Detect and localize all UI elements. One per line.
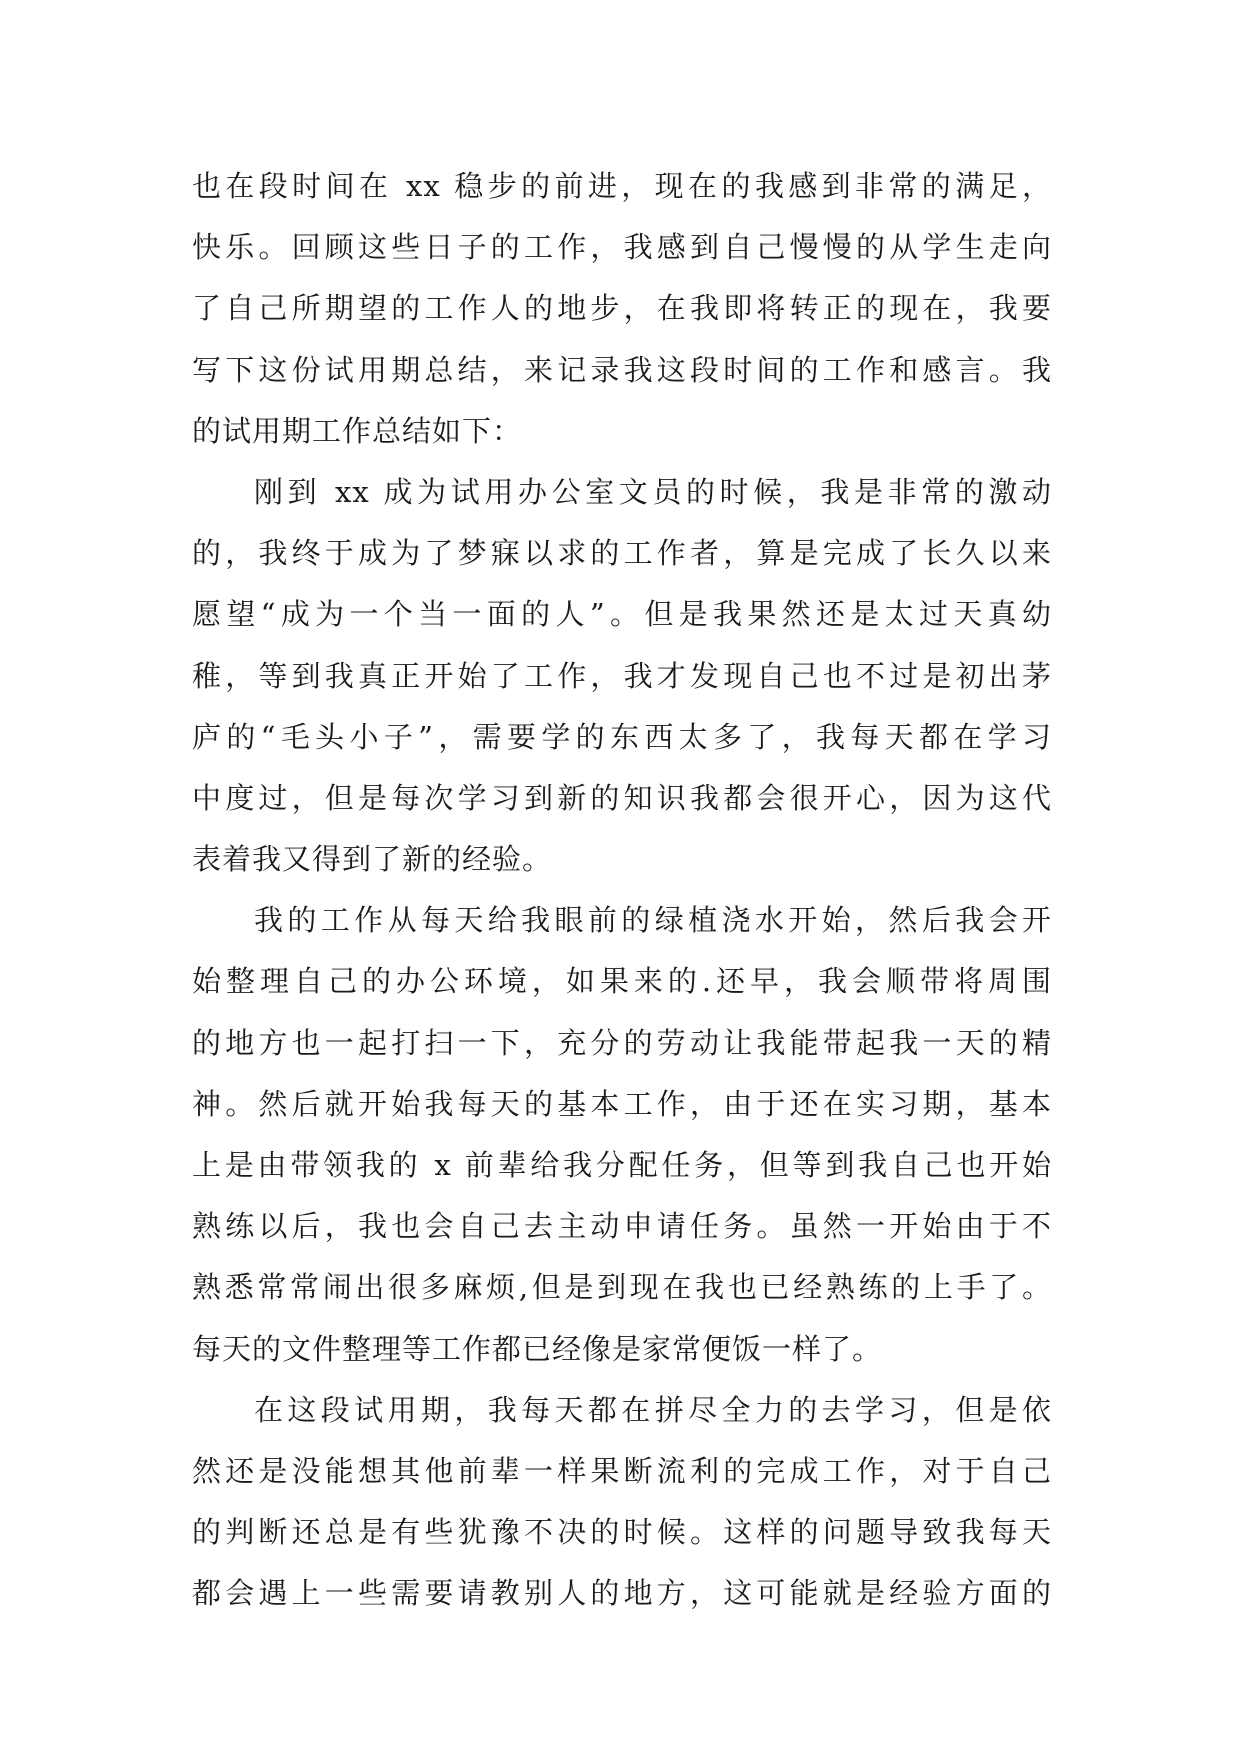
paragraph-1 [192,156,1052,462]
text-line: 快乐。回顾这些日子的工作，我感到自己慢慢的从学生走向 [192,230,1052,265]
text-line: 神。然后就开始我每天的基本工作，由于还在实习期，基本 [192,1086,1052,1121]
text-line: 我的工作从每天给我眼前的绿植浇水开始，然后我会开 [254,903,1052,938]
text-line: 每天的文件整理等工作都已经像是家常便饭一样了。 [192,1331,883,1366]
text-line: 都会遇上一些需要请教别人的地方，这可能就是经验方面的 [192,1576,1052,1611]
text-line: 的地方也一起打扫一下，充分的劳动让我能带起我一天的精 [192,1025,1052,1060]
text-line: 熟悉常常闹出很多麻烦,但是到现在我也已经熟练的上手了。 [192,1270,1052,1305]
paragraph-4 [192,1380,1052,1625]
text-line: 上是由带领我的 x 前辈给我分配任务，但等到我自己也开始 [192,1148,1052,1182]
text-line: 熟练以后，我也会自己去主动申请任务。虽然一开始由于不 [192,1209,1052,1244]
text-line: 中度过，但是每次学习到新的知识我都会很开心，因为这代 [192,780,1052,815]
paragraph-2 [192,462,1052,890]
text-line: 也在段时间在 xx 稳步的前进，现在的我感到非常的满足， [192,169,1052,203]
text-line: 始整理自己的办公环境，如果来的.还早，我会顺带将周围 [192,964,1052,999]
text-line: 的，我终于成为了梦寐以求的工作者，算是完成了长久以来 [192,536,1052,571]
text-line: 然还是没能想其他前辈一样果断流利的完成工作，对于自己 [192,1453,1052,1488]
text-line: 在这段试用期，我每天都在拼尽全力的去学习，但是依 [254,1392,1052,1427]
text-line: 的试用期工作总结如下： [192,413,523,448]
text-line: 刚到 xx 成为试用办公室文员的时候，我是非常的激动 [254,474,1052,509]
text-line: 写下这份试用期总结，来记录我这段时间的工作和感言。我 [192,352,1052,387]
text-line: 庐的“毛头小子”，需要学的东西太多了，我每天都在学习 [192,719,1052,754]
text-line: 表着我又得到了新的经验。 [192,842,553,877]
text-line: 的判断还总是有些犹豫不决的时候。这样的问题导致我每天 [192,1515,1052,1550]
text-line: 愿望“成为一个当一面的人”。但是我果然还是太过天真幼 [192,597,1052,632]
paragraph-3 [192,890,1052,1380]
body-text [192,156,1052,1625]
text-line: 稚，等到我真正开始了工作，我才发现自己也不过是初出茅 [192,658,1052,693]
text-line: 了自己所期望的工作人的地步，在我即将转正的现在，我要 [192,291,1052,326]
